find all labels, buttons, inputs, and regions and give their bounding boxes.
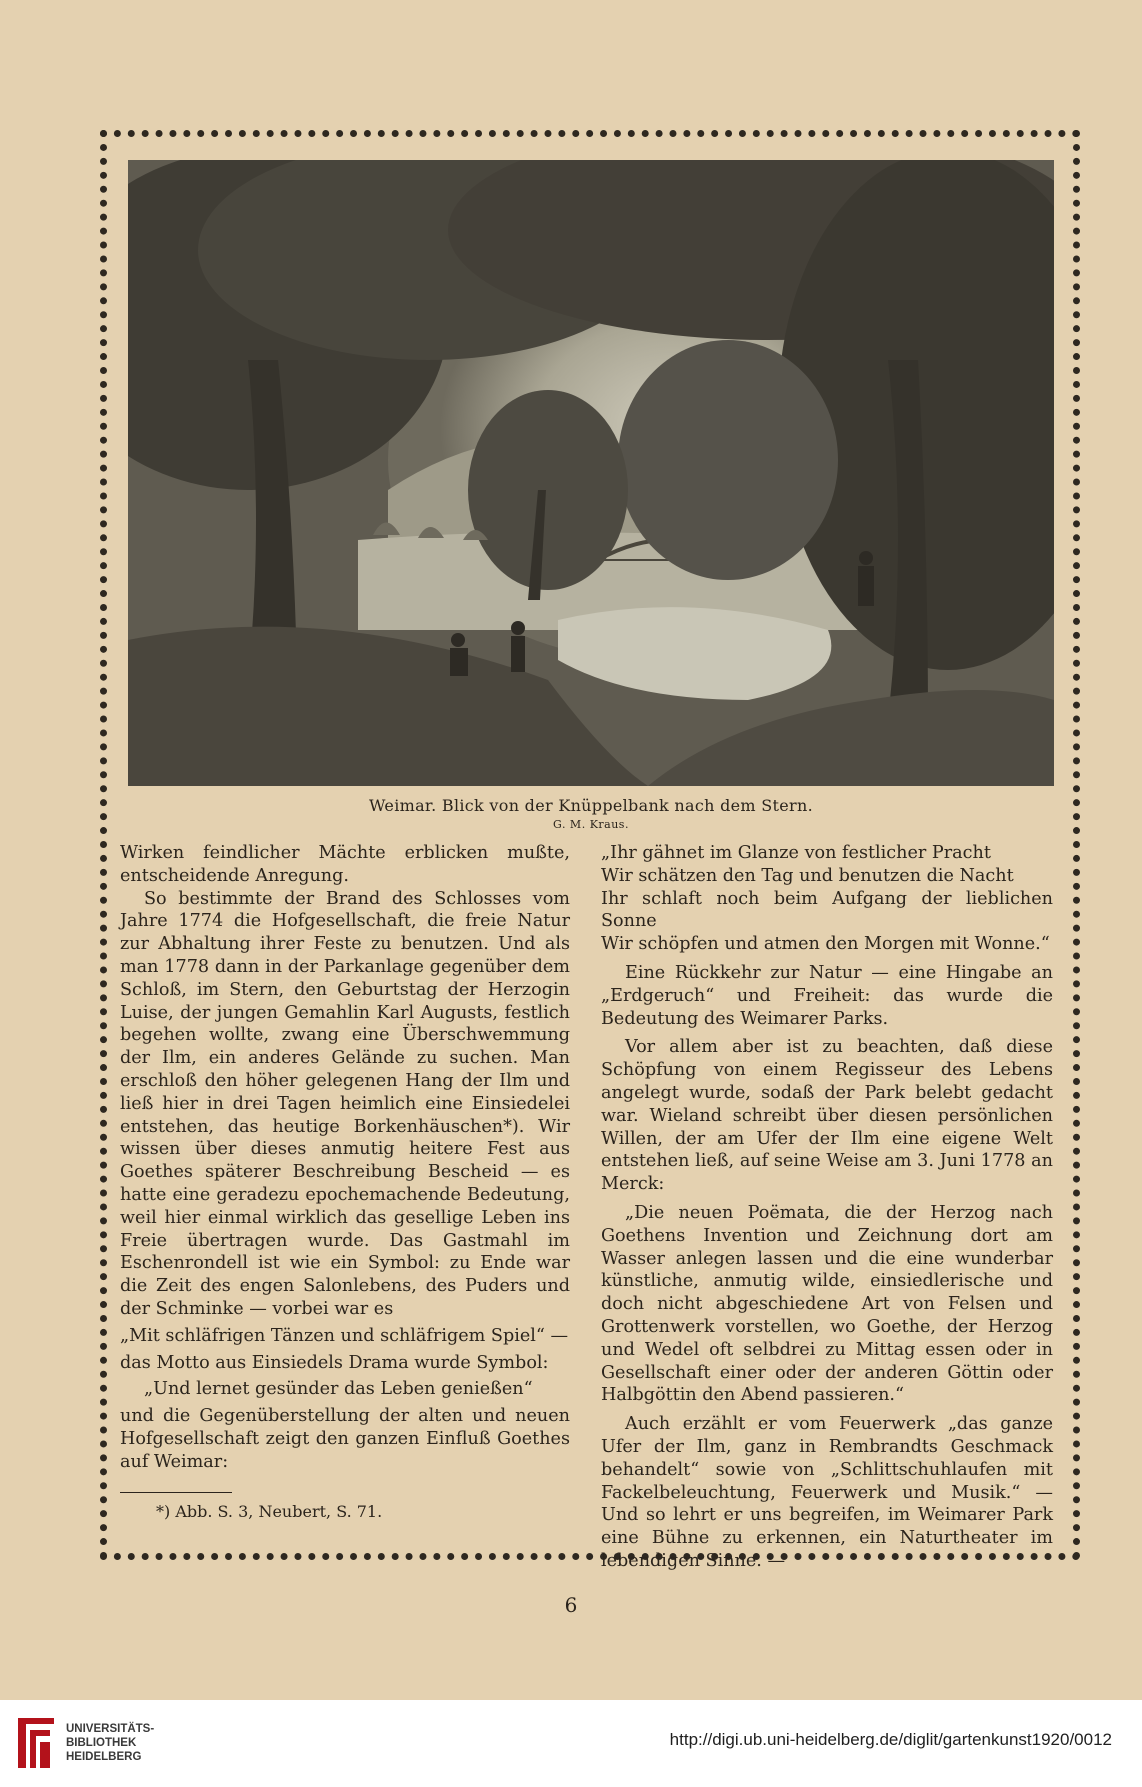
page-number: 6 (564, 1593, 578, 1617)
left-quote-1: „Mit schläfrigen Tänzen und schläfrigem Spiel“ — (120, 1325, 569, 1346)
left-paragraph-1: Wirken feindlicher Mächte erblicken mußte, entscheidende Anregung. (120, 843, 570, 886)
left-paragraph-3: das Motto aus Einsiedels Drama wurde Symbol: (120, 1352, 549, 1373)
library-name: UNIVERSITÄTS- BIBLIOTHEK HEIDELBERG (66, 1723, 155, 1763)
engraving-illustration (128, 160, 1054, 786)
right-column (601, 842, 1053, 1573)
right-paragraph-3: „Die neuen Poëmata, die der Herzog nach Goethens Invention und Zeichnung dort am Wasser anlegen lassen und die eine wunderbar künstliche, anmutig wilde, einsiedlerische und doch nicht abgeschiedene Art von Felsen und Grottenwerk vorstellen, wo Goethe, der Herzog und Wedel oft selbdrei zu Mittag essen oder in Gesellschaft einer oder der anderen Göttin oder Halbgöttin den Abend passieren.“ (601, 1202, 1053, 1406)
verse-line-2: Wir schätzen den Tag und benutzen die Nacht (601, 865, 1014, 886)
footer-bar (0, 1700, 1142, 1787)
left-column (120, 842, 570, 1523)
left-quote-2: „Und lernet gesünder das Leben genießen“ (144, 1379, 533, 1400)
source-url-link[interactable]: http://digi.ub.uni-heidelberg.de/diglit/gartenkunst1920/0012 (669, 1730, 1112, 1749)
image-credit: G. M. Kraus. (553, 818, 629, 831)
verse-line-4: Wir schöpfen und atmen den Morgen mit Wonne.“ (601, 934, 1050, 955)
right-paragraph-1: Eine Rückkehr zur Natur — eine Hingabe an „Erdgeruch“ und Freiheit: das wurde die Bedeutung des Weimarer Parks. (601, 962, 1053, 1029)
right-paragraph-2: Vor allem aber ist zu beachten, daß diese Schöpfung von einem Regisseur des Lebens angelegt wurde, sodaß der Park belebt gedacht war. Wieland schreibt über diesen persönlichen Willen, der am Ufer der Ilm eine eigene Welt entstehen ließ, auf seine Weise am 3. Juni 1778 an Merck: (601, 1037, 1053, 1195)
verse-line-1: „Ihr gähnet im Glanze von festlicher Pracht (601, 843, 991, 863)
footnote: *) Abb. S. 3, Neubert, S. 71. (156, 1501, 383, 1521)
library-logo-icon[interactable] (14, 1714, 58, 1772)
verse-line-3: Ihr schlaft noch beim Aufgang der lieblichen Sonne (601, 888, 1053, 932)
image-caption: Weimar. Blick von der Knüppelbank nach dem Stern. (368, 796, 813, 815)
left-paragraph-4: und die Gegenüberstellung der alten und neuen Hofgesellschaft zeigt den ganzen Einfluß Goethes auf Weimar: (120, 1406, 570, 1472)
footnote-rule (120, 1492, 232, 1493)
left-paragraph-2: So bestimmte der Brand des Schlosses vom Jahre 1774 die Hofgesellschaft, die freie Natur zur Abhaltung ihrer Feste zu benutzen. Und als man 1778 dann in der Parkanlage gegenüber dem Schloß, im Stern, den Geburtstag der Herzogin Luise, der jungen Gemahlin Karl Augusts, festlich begehen wollte, zwang eine Überschwemmung der Ilm, ein anderes Gelände zu suchen. Man erschloß den höher gelegenen Hang der Ilm und ließ hier in drei Tagen heimlich eine Einsiedelei entstehen, das heutige Borkenhäuschen*). Wir wissen über dieses anmutig heitere Fest aus Goethes späterer Beschreibung Bescheid — es hatte eine geradezu epochemachende Bedeutung, weil hier einmal wirklich das gesellige Leben ins Freie übertragen wurde. Das Gastmahl im Eschenrondell ist wie ein Symbol: zu Ende war die Zeit des engen Salonlebens, des Puders und der Schminke — vorbei war es (120, 888, 570, 1319)
right-paragraph-4: Auch erzählt er vom Feuerwerk „das ganze Ufer der Ilm, ganz in Rembrandts Geschmack behandelt“ sowie von „Schlittschuhlaufen mit Fackelbeleuchtung, Feuerwerk und Musik.“ — Und so lehrt er uns begreifen, im Weimarer Park eine Bühne zu erkennen, ein Naturtheater im lebendigen Sinne. — (601, 1414, 1053, 1571)
